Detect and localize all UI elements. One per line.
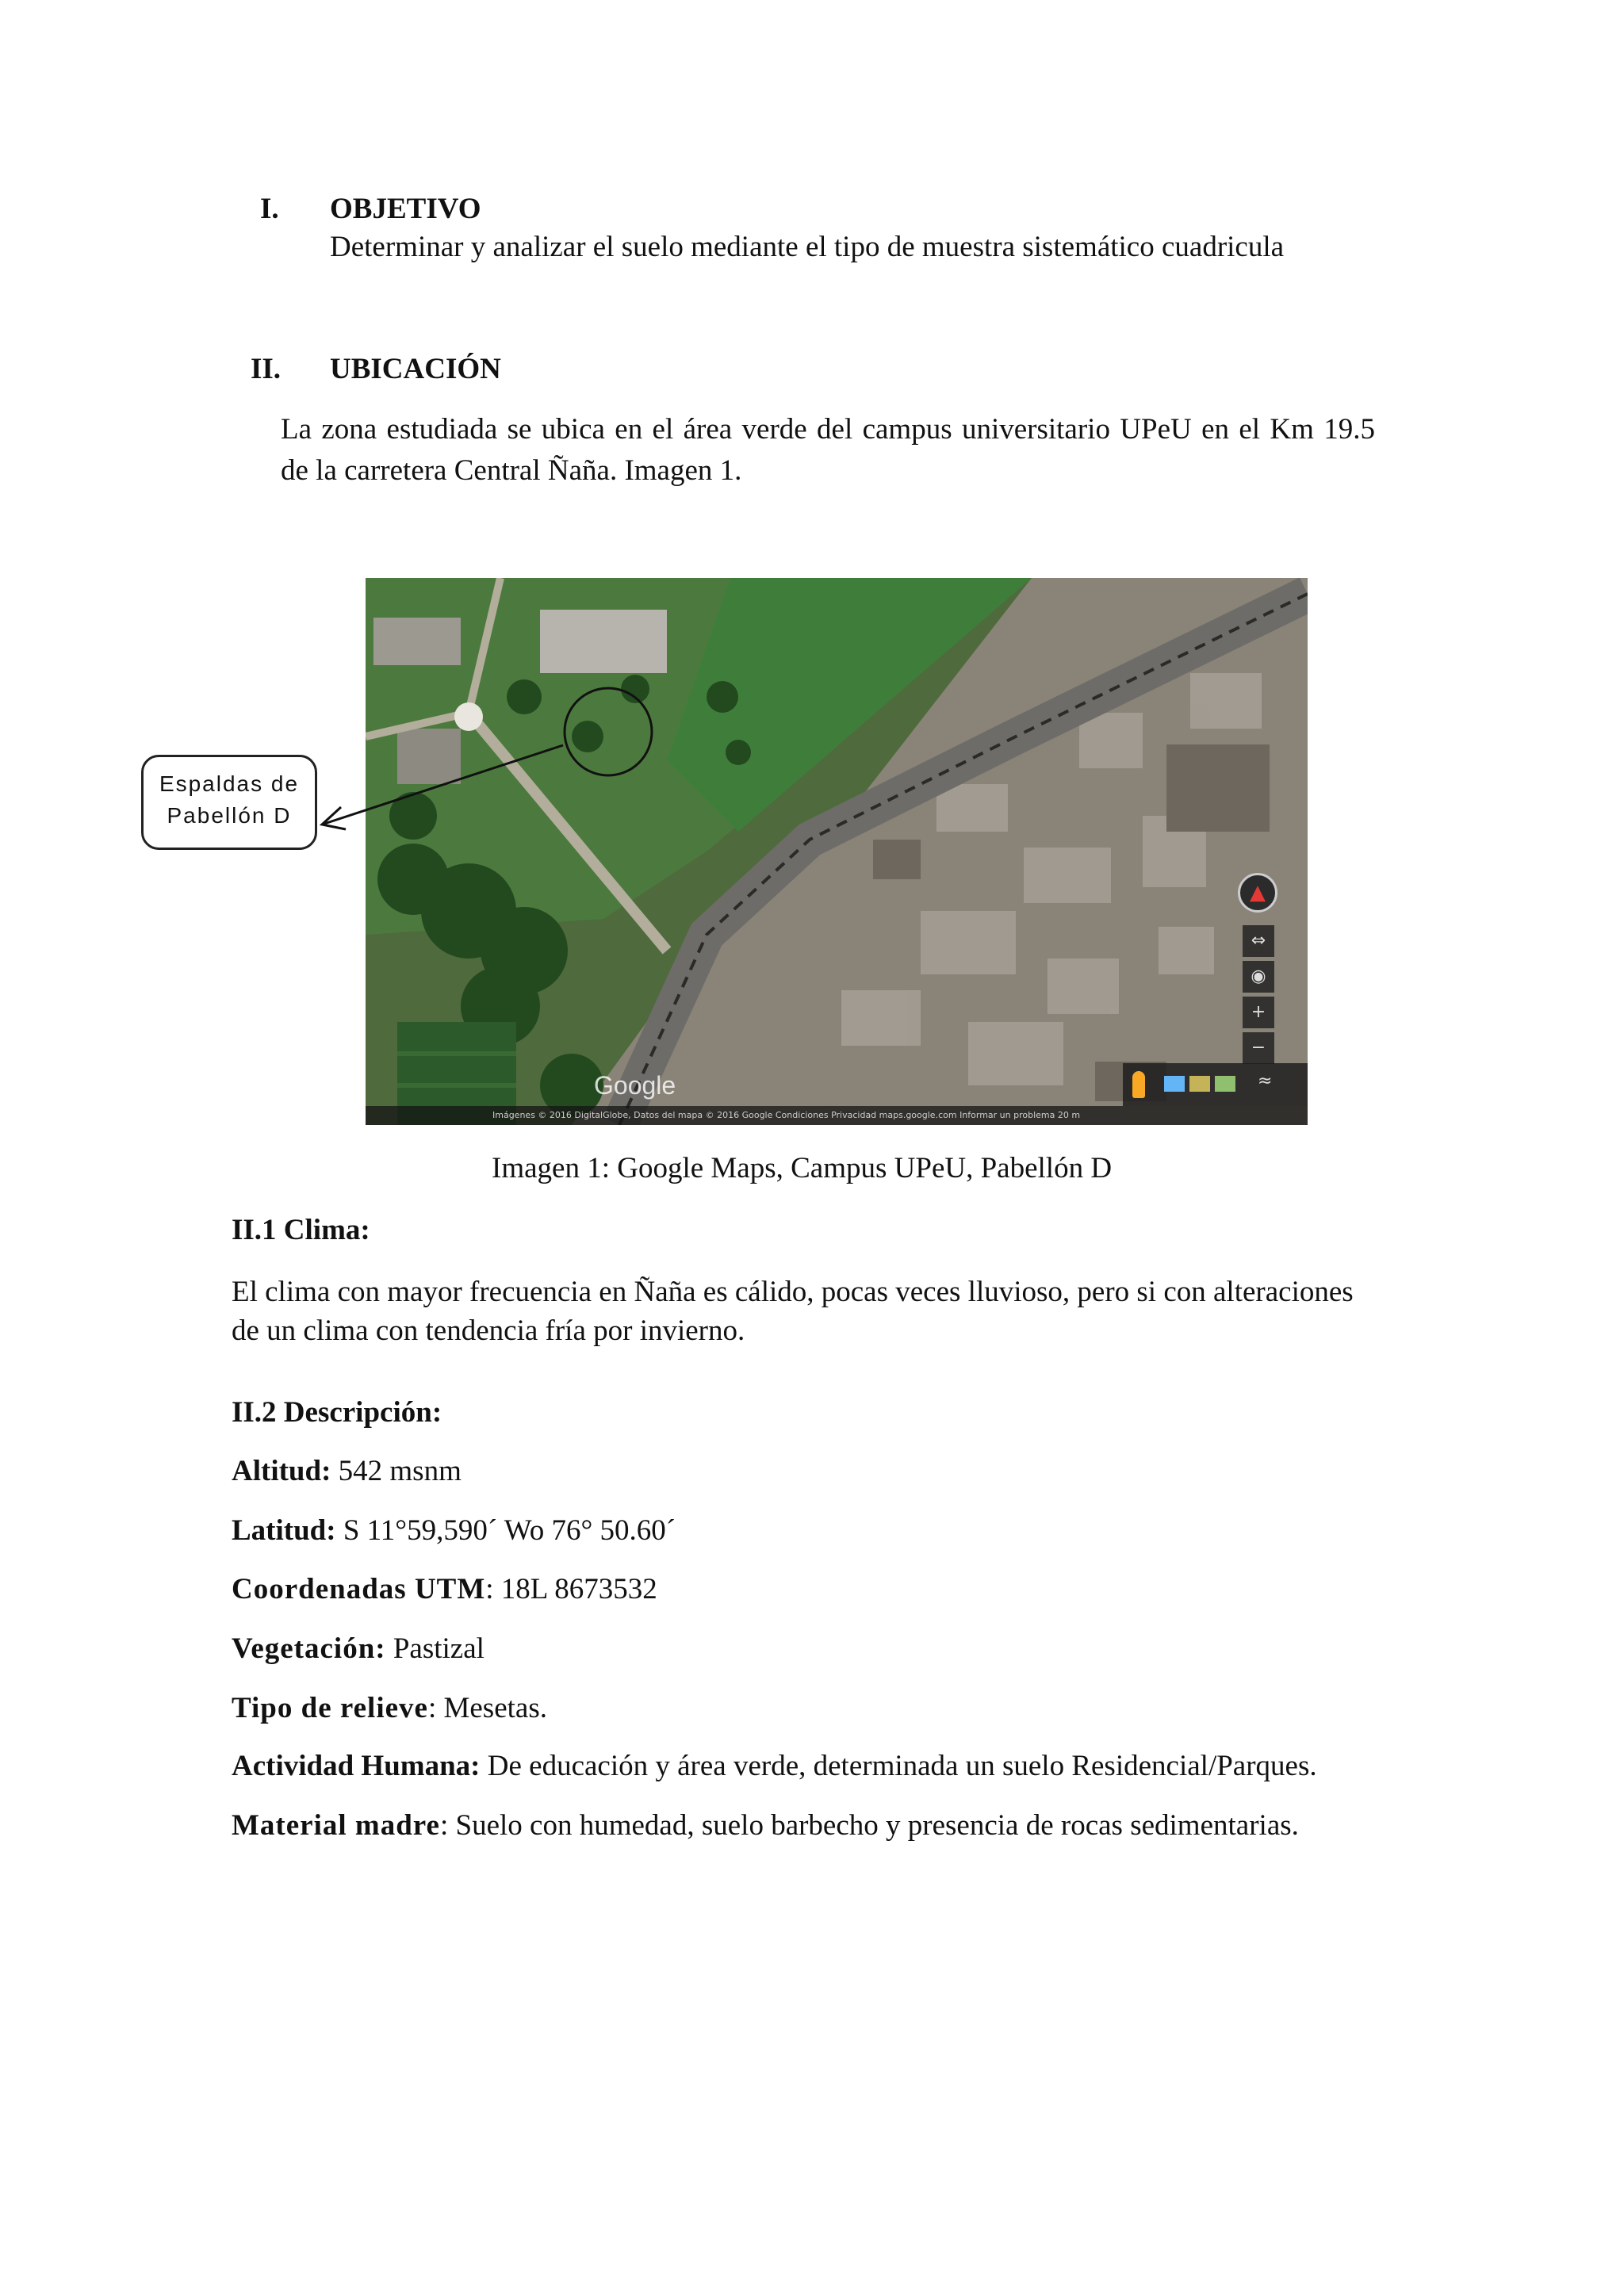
desc-altitud: Altitud: 542 msnm bbox=[232, 1455, 462, 1487]
section-1-numeral: I. bbox=[260, 193, 279, 225]
compass-icon[interactable]: ▲ bbox=[1238, 873, 1277, 913]
desc-relieve: Tipo de relieve: Mesetas. bbox=[232, 1692, 547, 1724]
desc-material: Material madre: Suelo con humedad, suelo barbecho y presencia de rocas sedimentarias. bbox=[232, 1809, 1299, 1842]
figure-caption: Imagen 1: Google Maps, Campus UPeU, Pabellón D bbox=[492, 1152, 1113, 1184]
tilt-control-icon[interactable]: ⇔ bbox=[1243, 925, 1274, 957]
objetivo-text: Determinar y analizar el suelo mediante el tipo de muestra sistemático cuadricula bbox=[330, 231, 1285, 263]
clima-line-2: de un clima con tendencia fría por invierno. bbox=[232, 1314, 745, 1347]
clima-title: II.1 Clima: bbox=[232, 1214, 370, 1246]
callout-line-1: Espaldas de bbox=[159, 771, 300, 796]
location-icon[interactable]: ◉ bbox=[1243, 961, 1274, 993]
desc-vegetacion: Vegetación: Pastizal bbox=[232, 1632, 485, 1665]
google-logo: Google bbox=[594, 1071, 676, 1100]
expand-icon[interactable]: ≈ bbox=[1258, 1071, 1273, 1091]
desc-actividad: Actividad Humana: De educación y área verde, determinada un suelo Residencial/Parques. bbox=[232, 1750, 1317, 1782]
section-2-title: UBICACIÓN bbox=[330, 353, 501, 385]
section-1-title: OBJETIVO bbox=[330, 193, 481, 225]
desc-latitud: Latitud: S 11°59,590´ Wo 76° 50.60´ bbox=[232, 1514, 676, 1547]
zoom-out-button[interactable]: − bbox=[1243, 1032, 1274, 1064]
desc-utm: Coordenadas UTM: 18L 8673532 bbox=[232, 1573, 657, 1605]
section-2-numeral: II. bbox=[251, 353, 282, 385]
callout-line-2: Pabellón D bbox=[167, 803, 292, 828]
map-attribution: Imágenes © 2016 DigitalGlobe, Datos del mapa © 2016 Google Condiciones Privacidad maps.google.com Informar un problema 20 m bbox=[366, 1106, 1308, 1125]
zoom-in-button[interactable]: + bbox=[1243, 997, 1274, 1028]
descripcion-title: II.2 Descripción: bbox=[232, 1396, 442, 1429]
clima-line-1: El clima con mayor frecuencia en Ñaña es cálido, pocas veces lluvioso, pero si con alteraciones bbox=[232, 1276, 1354, 1308]
ubicacion-line-1: La zona estudiada se ubica en el área verde del campus universitario UPeU en el Km 19.5 bbox=[281, 413, 1375, 446]
ubicacion-line-2: de la carretera Central Ñaña. Imagen 1. bbox=[281, 454, 742, 487]
